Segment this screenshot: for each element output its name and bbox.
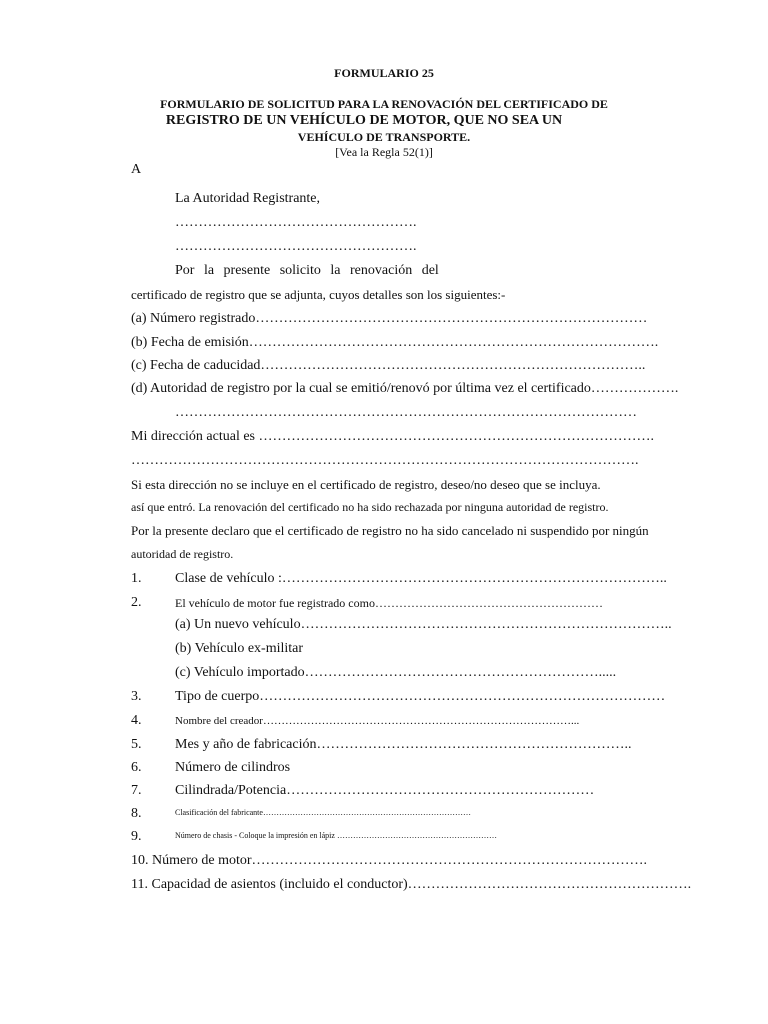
item-8: [0, 806, 768, 826]
detail-a-registered-number: (a) Número registrado…………………………………………………………………………: [131, 311, 648, 326]
item-6-cylinders: Número de cilindros: [175, 760, 291, 775]
item-4-maker-name: Nombre del creador…………………………………………………………………………...: [175, 715, 580, 727]
item-2-number: 2.: [131, 595, 142, 610]
form-number: FORMULARIO 25: [334, 66, 434, 80]
detail-c-expiry-date: (c) Fecha de caducidad………………………………………………………………………..: [131, 358, 646, 373]
item-3: [0, 689, 768, 709]
item-7-number: 7.: [131, 783, 142, 798]
item-7: [0, 783, 768, 803]
item-2b-ex-military: (b) Vehículo ex-militar: [175, 641, 304, 656]
item-5-number: 5.: [131, 737, 142, 752]
item-1: [0, 571, 768, 591]
form-title-line-1: FORMULARIO DE SOLICITUD PARA LA RENOVACIÓN DEL CERTIFICADO DE: [160, 97, 608, 111]
item-6-number: 6.: [131, 760, 142, 775]
item-2c-imported: (c) Vehículo importado……………………………………………………….....: [175, 665, 617, 680]
item-11-seating-capacity: 11. Capacidad de asientos (incluido el conductor)…………………………………………………….: [131, 877, 692, 892]
item-2-registered-as: El vehículo de motor fue registrado como…………………………………………………: [175, 596, 603, 610]
item-9-number: 9.: [131, 829, 142, 844]
item-3-number: 3.: [131, 689, 142, 704]
item-5-manufacture-date: Mes y año de fabricación…………………………………………………………..: [175, 737, 632, 752]
item-1-number: 1.: [131, 571, 142, 586]
item-2a-new-vehicle: (a) Un nuevo vehículo……………………………………………………………………..: [175, 617, 672, 632]
form-title-line-2: REGISTRO DE UN VEHÍCULO DE MOTOR, QUE NO SEA UN: [165, 113, 563, 128]
declaration-line-2: autoridad de registro.: [131, 547, 234, 561]
declaration-line-1: Por la presente declaro que el certificado de registro no ha sido cancelado ni suspendido por ningún: [131, 523, 649, 538]
item-1-vehicle-class: Clase de vehículo :………………………………………………………………………..: [175, 571, 667, 586]
detail-b-issue-date: (b) Fecha de emisión…………………………………………………………………………….: [131, 335, 659, 350]
item-10-engine-number: 10. Número de motor………………………………………………………………………….: [131, 853, 648, 868]
item-2: [0, 595, 768, 615]
addressee-dots-1: …………………………………………….: [175, 215, 417, 230]
request-line-2: certificado de registro que se adjunta, cuyos detalles son los siguientes:-: [131, 287, 506, 302]
item-8-maker-classification: Clasificación del fabricante……………………………………………………………………: [175, 808, 471, 817]
item-3-body-type: Tipo de cuerpo……………………………………………………………………………: [175, 689, 666, 704]
addressee-dots-2: …………………………………………….: [175, 239, 417, 254]
detail-d-registering-authority: (d) Autoridad de registro por la cual se emitió/renovó por última vez el certificado……………….: [131, 381, 679, 396]
request-line-1: Por la presente solicito la renovación del: [175, 263, 439, 278]
item-4: [0, 713, 768, 733]
address-note-2: así que entró. La renovación del certificado no ha sido rechazada por ninguna autoridad de registro.: [131, 500, 609, 514]
item-4-number: 4.: [131, 713, 142, 728]
item-6: [0, 760, 768, 780]
detail-d-dots: ………………………………………………………………………………………: [175, 405, 637, 420]
item-5: [0, 737, 768, 757]
current-address-dots: ……………………………………………………………………………………………….: [131, 453, 639, 468]
addressee-authority: La Autoridad Registrante,: [175, 191, 321, 206]
item-9: [0, 829, 768, 849]
form-title-line-3: VEHÍCULO DE TRANSPORTE.: [297, 130, 471, 144]
item-7-displacement: Cilindrada/Potencia…………………………………………………………: [175, 783, 595, 798]
item-9-chassis-number: Número de chasis - Coloque la impresión en lápiz ……………………………………………………: [175, 831, 497, 840]
current-address-line: Mi dirección actual es ………………………………………………………………………….: [131, 429, 655, 444]
item-8-number: 8.: [131, 806, 142, 821]
rule-reference: [Vea la Regla 52(1)]: [335, 145, 433, 159]
address-note-1: Si esta dirección no se incluye en el certificado de registro, deseo/no deseo que se incluya.: [131, 477, 601, 492]
addressee-prefix: A: [131, 162, 142, 177]
